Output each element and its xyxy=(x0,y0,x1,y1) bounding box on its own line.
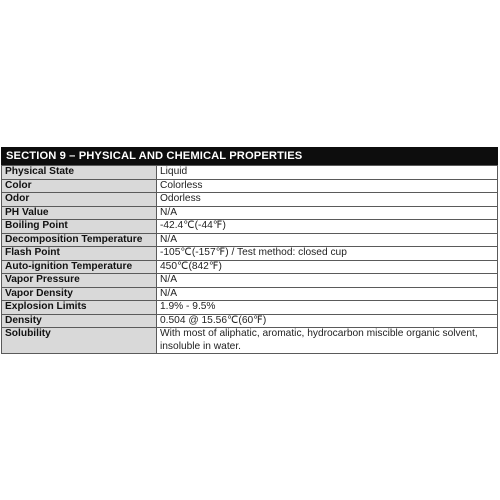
property-value: -105℃(-157℉) / Test method: closed cup xyxy=(157,247,498,261)
property-value: N/A xyxy=(157,233,498,247)
property-label: Vapor Pressure xyxy=(2,274,157,288)
table-row xyxy=(2,193,498,207)
property-value: N/A xyxy=(157,206,498,220)
table-row xyxy=(2,328,498,354)
property-label: Boiling Point xyxy=(2,220,157,234)
property-label: PH Value xyxy=(2,206,157,220)
property-value: Odorless xyxy=(157,193,498,207)
property-label: Vapor Density xyxy=(2,287,157,301)
table-row xyxy=(2,274,498,288)
table-row xyxy=(2,206,498,220)
table-row xyxy=(2,166,498,180)
property-value: 0.504 @ 15.56℃(60℉) xyxy=(157,314,498,328)
property-label: Decomposition Temperature xyxy=(2,233,157,247)
table-row xyxy=(2,301,498,315)
property-label: Odor xyxy=(2,193,157,207)
table-row xyxy=(2,314,498,328)
property-label: Flash Point xyxy=(2,247,157,261)
property-label: Explosion Limits xyxy=(2,301,157,315)
property-label: Solubility xyxy=(2,328,157,354)
table-row xyxy=(2,287,498,301)
properties-section xyxy=(0,147,500,354)
property-value: 450℃(842℉) xyxy=(157,260,498,274)
table-row xyxy=(2,220,498,234)
table-row xyxy=(2,247,498,261)
property-value: 1.9% - 9.5% xyxy=(157,301,498,315)
property-value: -42.4℃(-44℉) xyxy=(157,220,498,234)
table-row xyxy=(2,233,498,247)
properties-table xyxy=(1,165,498,354)
property-value: Colorless xyxy=(157,179,498,193)
property-value: N/A xyxy=(157,287,498,301)
property-value: With most of aliphatic, aromatic, hydrocarbon miscible organic solvent, insoluble in water. xyxy=(157,328,498,354)
property-label: Auto-ignition Temperature xyxy=(2,260,157,274)
table-row xyxy=(2,179,498,193)
section-title: SECTION 9 – PHYSICAL AND CHEMICAL PROPERTIES xyxy=(1,147,498,165)
property-value: Liquid xyxy=(157,166,498,180)
property-value: N/A xyxy=(157,274,498,288)
property-label: Physical State xyxy=(2,166,157,180)
property-label: Density xyxy=(2,314,157,328)
property-label: Color xyxy=(2,179,157,193)
table-row xyxy=(2,260,498,274)
